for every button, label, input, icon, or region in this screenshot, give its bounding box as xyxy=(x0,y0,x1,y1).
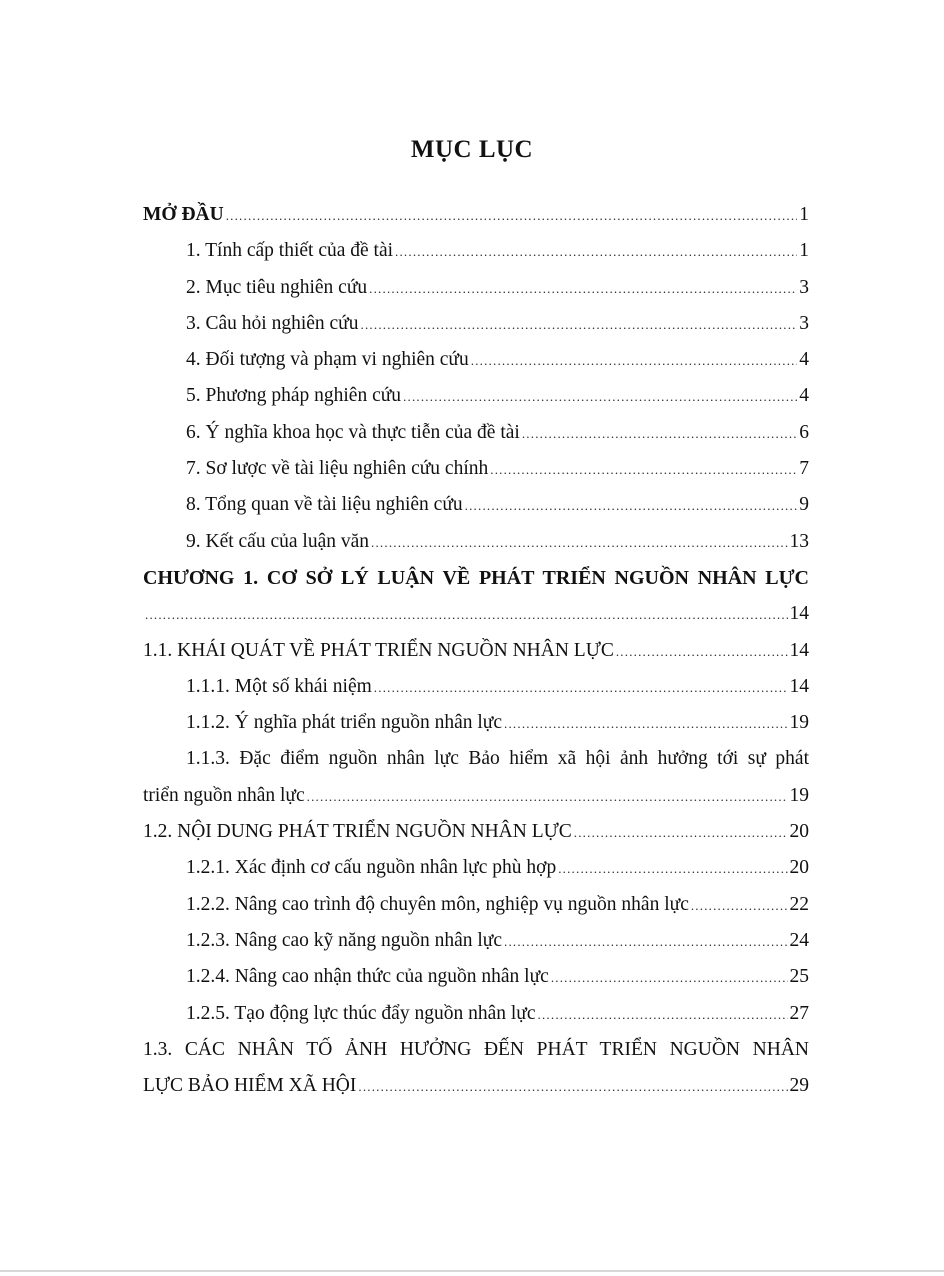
toc-entry-1-2-4[interactable] xyxy=(143,959,809,995)
toc-entry-1-2-5[interactable] xyxy=(143,996,809,1032)
dot-leader xyxy=(551,960,788,996)
toc-page-number: 9 xyxy=(799,494,809,516)
dot-leader xyxy=(361,307,798,343)
toc-entry-5[interactable] xyxy=(143,378,809,414)
toc-entry-1-2[interactable] xyxy=(143,814,809,850)
dot-leader xyxy=(538,997,788,1033)
dot-leader xyxy=(371,525,787,561)
dot-leader xyxy=(504,706,787,742)
dot-leader xyxy=(369,271,797,307)
toc-entry-1-2-2[interactable] xyxy=(143,887,809,923)
toc-entry-1-1-1[interactable] xyxy=(143,669,809,705)
toc-page-number: 20 xyxy=(789,857,809,879)
toc-entry-label: 9. Kết cấu của luận văn xyxy=(186,530,370,552)
toc-entry-label: 1.3. CÁC NHÂN TỐ ẢNH HƯỞNG ĐẾN PHÁT TRIỂN NGUỒN NHÂN xyxy=(143,1038,809,1060)
toc-entry-1-1-3[interactable] xyxy=(143,741,809,777)
dot-leader xyxy=(403,379,797,415)
toc-title: MỤC LỤC xyxy=(410,136,534,163)
toc-page-number: 25 xyxy=(789,966,809,988)
toc-entry-label: 1.2.5. Tạo động lực thúc đẩy nguồn nhân lực xyxy=(186,1002,536,1024)
toc-entry-label: 7. Sơ lược về tài liệu nghiên cứu chính xyxy=(186,458,489,480)
toc-page-number: 4 xyxy=(799,385,809,407)
toc-entry-3[interactable] xyxy=(143,306,809,342)
dot-leader xyxy=(490,452,797,488)
dot-leader xyxy=(465,488,798,524)
toc-page-number: 1 xyxy=(799,204,809,225)
dot-leader xyxy=(574,815,788,851)
toc-entry-label: 1. Tính cấp thiết của đề tài xyxy=(186,240,394,262)
toc-page-number: 22 xyxy=(789,893,809,915)
toc-entry-1-3[interactable] xyxy=(143,1032,809,1068)
toc-page-number: 19 xyxy=(789,712,809,734)
toc-entry-label: MỞ ĐẦU xyxy=(143,204,224,225)
toc-page-number: 14 xyxy=(789,639,809,661)
toc-entry-1-3-continued[interactable] xyxy=(143,1068,809,1104)
toc-page-number: 27 xyxy=(789,1002,809,1024)
dot-leader xyxy=(471,343,798,379)
toc-page-number: 13 xyxy=(789,530,809,552)
toc-entry-label: 1.2.4. Nâng cao nhận thức của nguồn nhân lực xyxy=(186,966,549,988)
toc-entry-label: CHƯƠNG 1. CƠ SỞ LÝ LUẬN VỀ PHÁT TRIỂN NGUỒN NHÂN LỰC xyxy=(143,566,809,589)
toc-entry-label-continued: LỰC BẢO HIỂM XÃ HỘI xyxy=(143,1075,357,1097)
dot-leader xyxy=(504,924,788,960)
toc-entry-label: 5. Phương pháp nghiên cứu xyxy=(186,385,402,407)
toc-entry-chapter-1-continued[interactable] xyxy=(143,596,809,632)
toc-entry-label: 1.1.2. Ý nghĩa phát triển nguồn nhân lực xyxy=(186,712,503,734)
dot-leader xyxy=(374,670,788,706)
toc-entry-1-2-1[interactable] xyxy=(143,850,809,886)
toc-entry-label: 8. Tổng quan về tài liệu nghiên cứu xyxy=(186,494,463,516)
toc-entry-1-1[interactable] xyxy=(143,633,809,669)
dot-leader xyxy=(145,597,788,633)
toc-entry-2[interactable] xyxy=(143,270,809,306)
dot-leader xyxy=(307,779,788,815)
toc-entry-1-2-3[interactable] xyxy=(143,923,809,959)
toc-entry-1-1-3-continued[interactable] xyxy=(143,778,809,814)
toc-entry-label: 3. Câu hỏi nghiên cứu xyxy=(186,312,359,334)
dot-leader xyxy=(522,416,797,452)
toc-page-number: 3 xyxy=(799,276,809,298)
toc-page-number: 7 xyxy=(799,458,809,480)
toc-entry-6[interactable] xyxy=(143,415,809,451)
toc-entry-1-1-2[interactable] xyxy=(143,705,809,741)
toc-page-number: 3 xyxy=(799,312,809,334)
toc-entry-label: 1.1.3. Đặc điểm nguồn nhân lực Bảo hiểm xã hội ảnh hưởng tới sự phát xyxy=(186,748,809,770)
dot-leader xyxy=(358,1069,787,1105)
dot-leader xyxy=(395,234,797,270)
toc-page-number: 29 xyxy=(789,1075,809,1097)
toc-entry-label: 1.2.1. Xác định cơ cấu nguồn nhân lực phù hợp xyxy=(186,857,557,879)
toc-page-number: 4 xyxy=(799,349,809,371)
toc-entry-label: 2. Mục tiêu nghiên cứu xyxy=(186,276,368,298)
toc-entry-label: 6. Ý nghĩa khoa học và thực tiễn của đề tài xyxy=(186,421,520,443)
toc-entry-8[interactable] xyxy=(143,487,809,523)
toc-page-number: 1 xyxy=(799,240,809,262)
dot-leader xyxy=(558,851,787,887)
toc-entry-label-continued: triển nguồn nhân lực xyxy=(143,784,305,806)
toc-entry-7[interactable] xyxy=(143,451,809,487)
toc-entry-1[interactable] xyxy=(143,233,809,269)
dot-leader xyxy=(691,888,788,924)
toc-entry-4[interactable] xyxy=(143,342,809,378)
toc-entry-9[interactable] xyxy=(143,524,809,560)
toc-entry-label: 1.2.3. Nâng cao kỹ năng nguồn nhân lực xyxy=(186,929,502,951)
toc-entry-label: 1.2. NỘI DUNG PHÁT TRIỂN NGUỒN NHÂN LỰC xyxy=(143,821,572,843)
toc-entry-label: 4. Đối tượng và phạm vi nghiên cứu xyxy=(186,349,469,371)
toc-page-number: 24 xyxy=(789,929,809,951)
toc-entry-label: 1.2.2. Nâng cao trình độ chuyên môn, nghiệp vụ nguồn nhân lực xyxy=(186,893,689,915)
page-bottom-edge xyxy=(0,1270,944,1272)
toc-page-number: 6 xyxy=(799,421,809,443)
toc-entry-chapter-1[interactable] xyxy=(143,560,809,596)
dot-leader xyxy=(616,634,788,670)
toc-entry-label: 1.1. KHÁI QUÁT VỀ PHÁT TRIỂN NGUỒN NHÂN LỰC xyxy=(143,639,614,661)
table-of-contents xyxy=(143,197,809,1104)
toc-entry-label: 1.1.1. Một số khái niệm xyxy=(186,675,372,697)
toc-page-number: 14 xyxy=(789,603,809,625)
toc-page-number: 19 xyxy=(789,784,809,806)
toc-page-number: 14 xyxy=(789,675,809,697)
toc-page-number: 20 xyxy=(789,821,809,843)
toc-entry-mo-dau[interactable] xyxy=(143,197,809,233)
dot-leader xyxy=(226,198,798,234)
